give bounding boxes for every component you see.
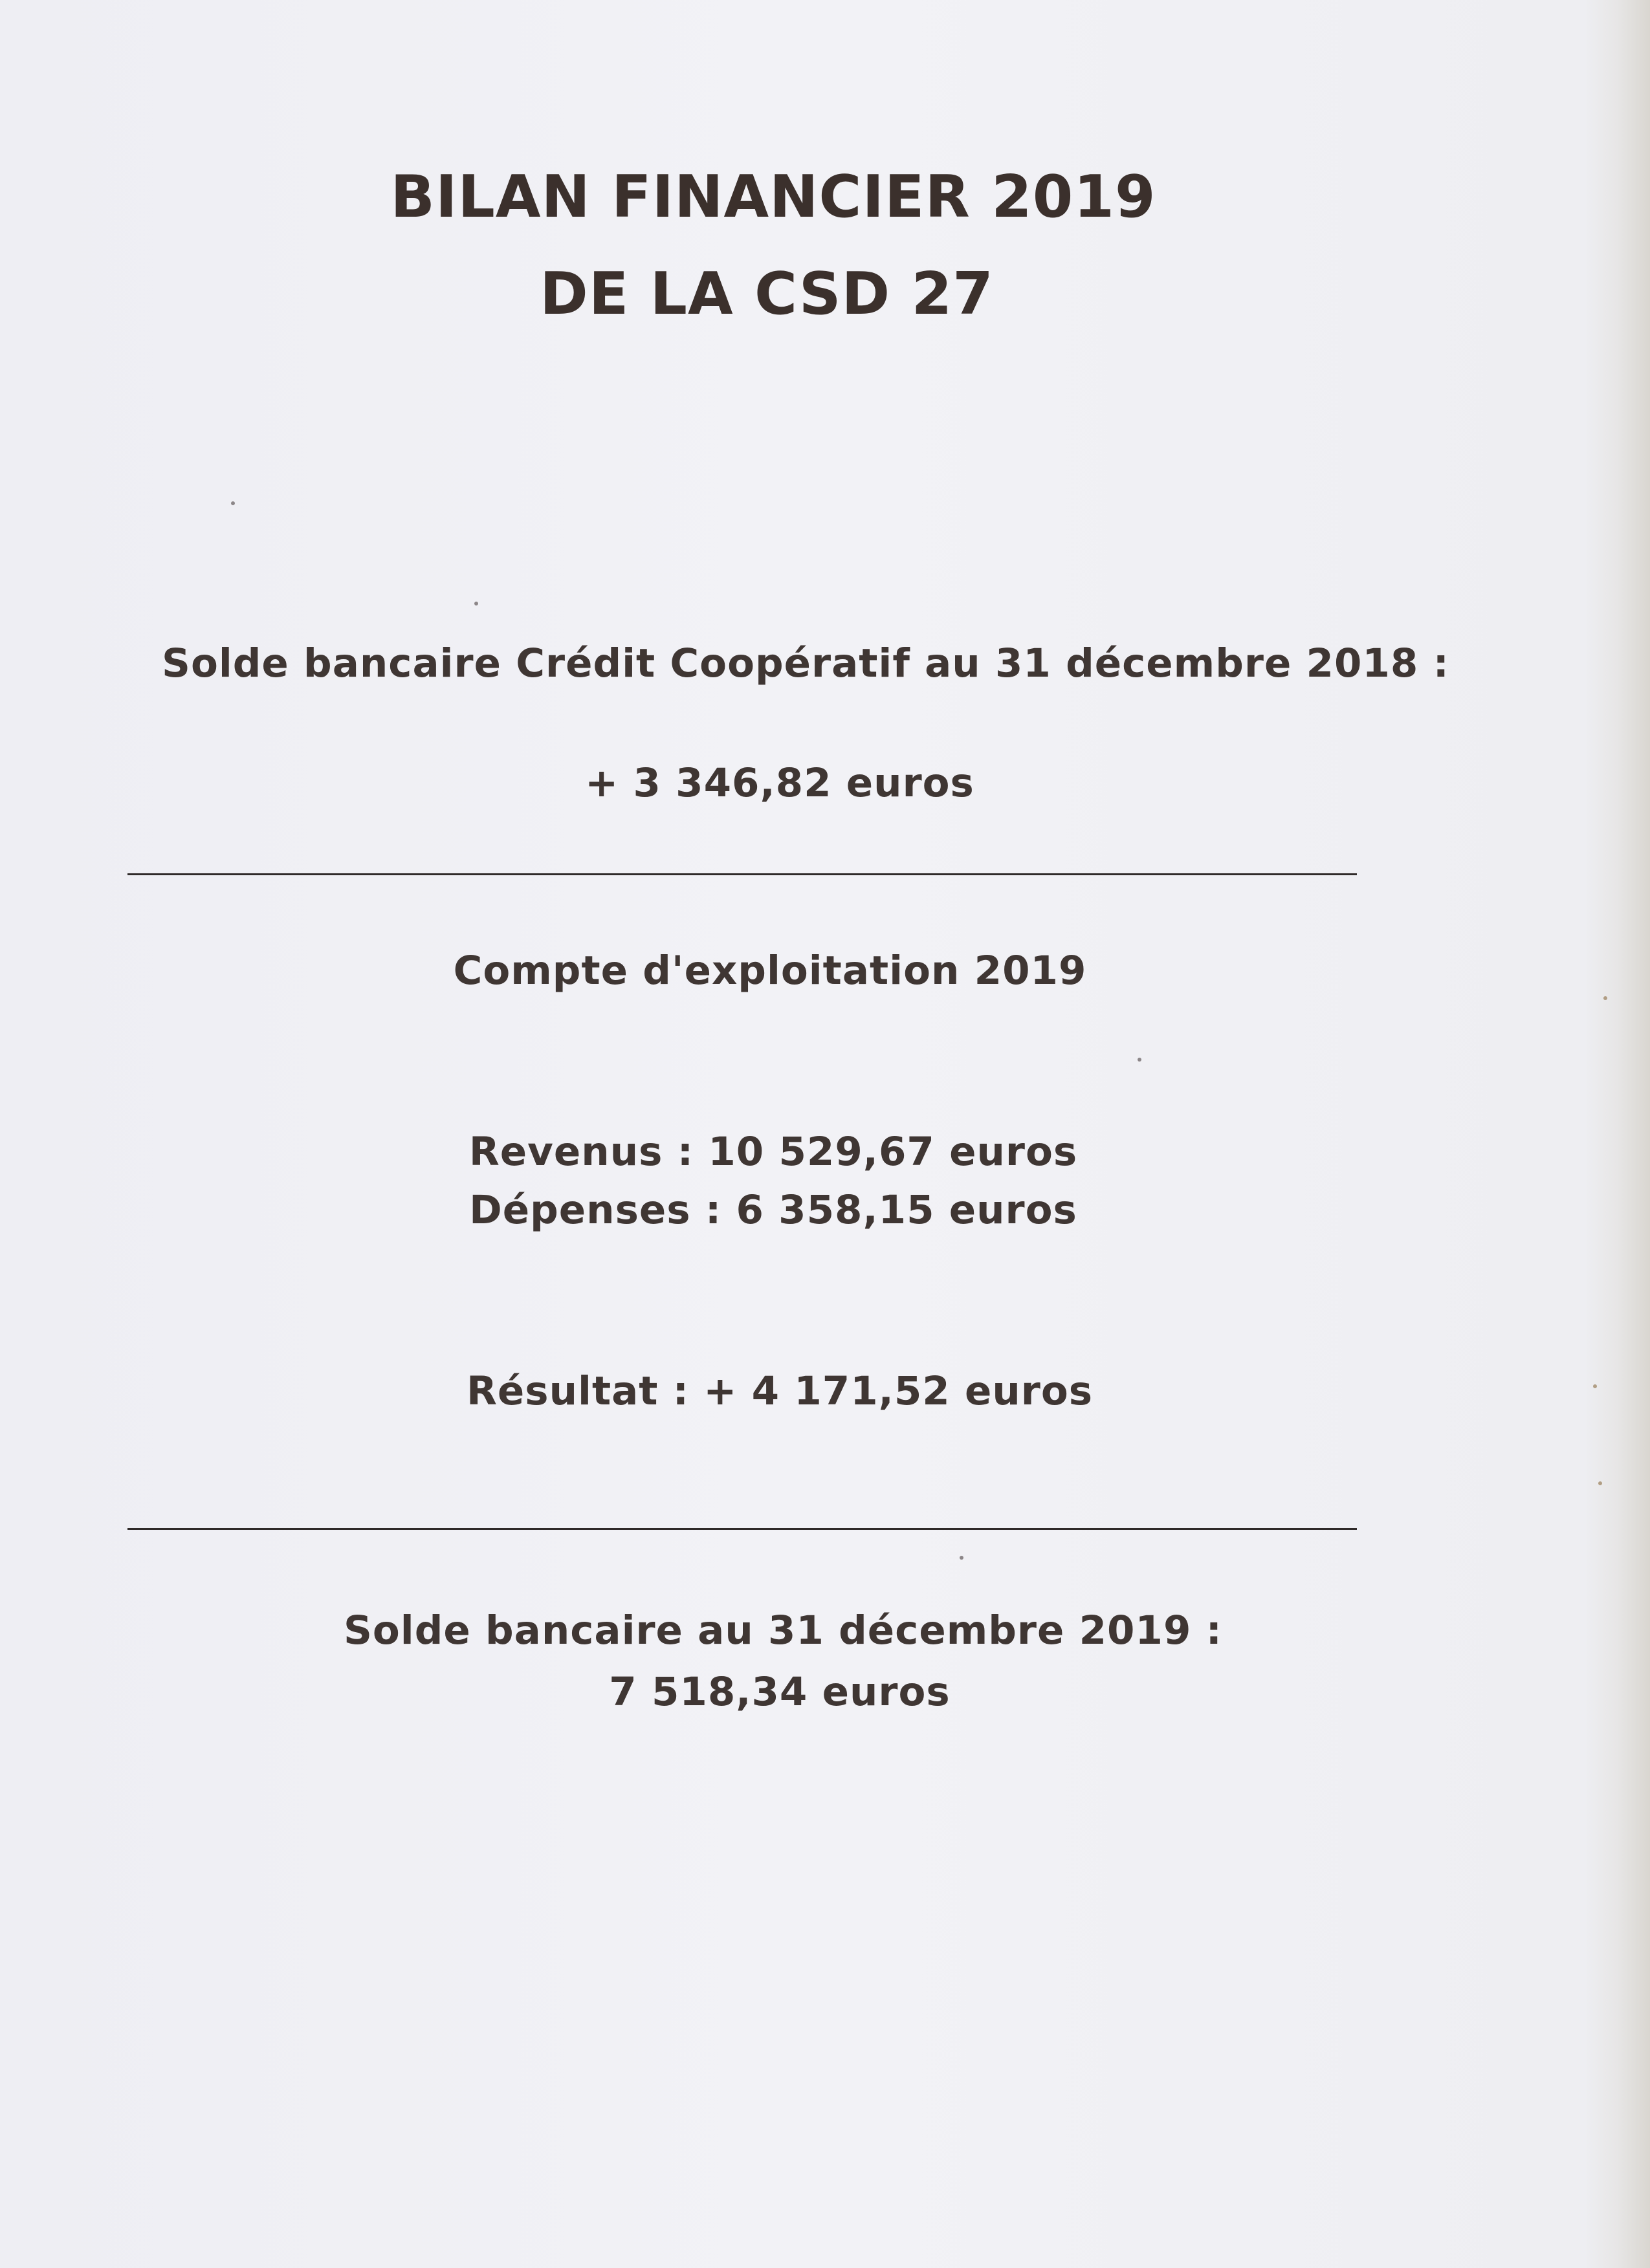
scan-speck — [474, 602, 478, 605]
closing-balance-amount: 7 518,34 euros — [609, 1669, 951, 1715]
closing-balance-label: Solde bancaire au 31 décembre 2019 : — [343, 1608, 1223, 1653]
operating-account-heading: Compte d'exploitation 2019 — [453, 948, 1087, 994]
scan-speck — [231, 501, 235, 505]
opening-balance-amount: + 3 346,82 euros — [585, 760, 974, 806]
scan-speck — [1598, 1481, 1602, 1485]
scan-speck — [960, 1556, 963, 1560]
result-line: Résultat : + 4 171,52 euros — [466, 1368, 1094, 1414]
expenses-line: Dépenses : 6 358,15 euros — [469, 1187, 1077, 1233]
title-line-1: BILAN FINANCIER 2019 — [390, 163, 1156, 231]
scan-speck — [1138, 1058, 1141, 1062]
scan-speck — [1603, 996, 1607, 1000]
revenue-line: Revenus : 10 529,67 euros — [468, 1129, 1078, 1175]
section-divider-1 — [127, 873, 1357, 875]
section-divider-2 — [127, 1528, 1357, 1530]
opening-balance-label: Solde bancaire Crédit Coopératif au 31 décembre 2018 : — [162, 640, 1449, 686]
title-line-2: DE LA CSD 27 — [540, 260, 994, 328]
scan-speck — [1593, 1384, 1597, 1388]
